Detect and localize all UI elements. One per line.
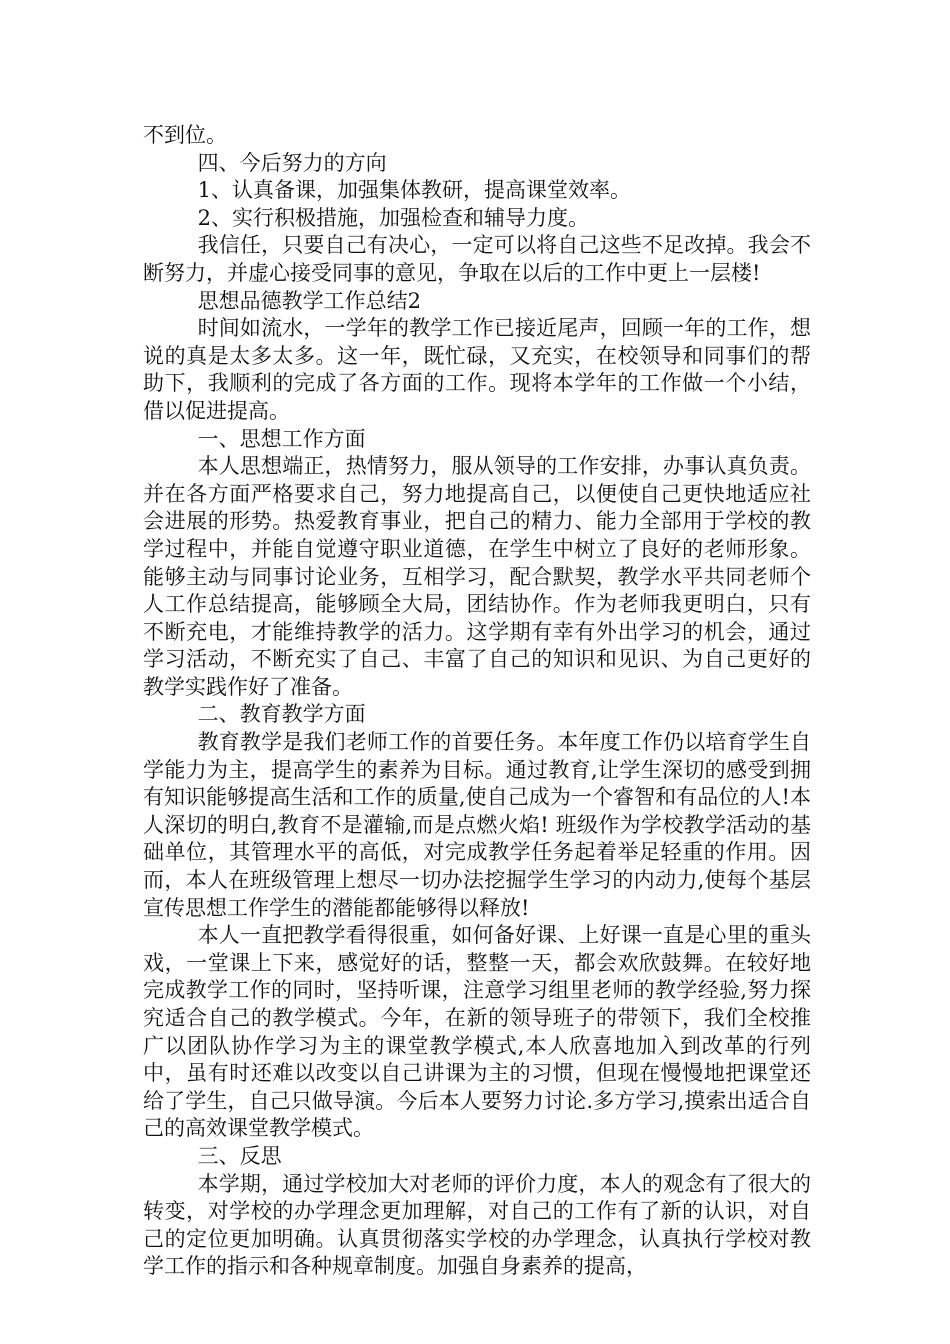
section-heading-ideology: 一、思想工作方面 (197, 426, 366, 451)
paragraph-ideology: 本人思想端正，热情努力，服从领导的工作安排，办事认真负责。并在各方面严格要求自己，努力地提高自己，以便使自己更快地适应社会进展的形势。热爱教育事业，把自己的精力、能力全部用于学校的教学过程中，并能自觉遵守职业道德，在学生中树立了良好的老师形象。能够主动与同事讨论业务，互相学习，配合默契，教学水平共同老师个人工作总结提高，能够顾全大局，团结协作。作为老师我更明白，只有不断充电，才能维持教学的活力。这学期有幸有外出学习的机会，通过学习活动，不断充实了自己、丰富了自己的知识和见识、为自己更好的教学实践作好了准备。 (143, 454, 811, 699)
list-item-1: 1、认真备课，加强集体教研，提高课堂效率。 (197, 178, 631, 203)
section-heading-reflection: 三、反思 (197, 1143, 282, 1168)
paragraph-resolve: 我信任，只要自己有决心，一定可以将自己这些不足改掉。我会不断努力，并虚心接受同事的意见，争取在以后的工作中更上一层楼! (143, 233, 811, 285)
section-heading-teaching: 二、教育教学方面 (197, 702, 366, 727)
paragraph-teaching-2: 本人一直把教学看得很重，如何备好课、上好课一直是心里的重头戏，一堂课上下来，感觉好的话，整整一天，都会欢欣鼓舞。在较好地完成教学工作的同时，坚持听课，注意学习组里老师的教学经验,努力探究适合自己的教学模式。今年，在新的领导班子的带领下，我们全校推广以团队协作学习为主的课堂教学模式,本人欣喜地加入到改革的行列中，虽有时还难以改变以自己讲课为主的习惯，但现在慢慢地把课堂还给了学生，自己只做导演。今后本人要努力讨论.多方学习,摸索出适合自己的高效课堂教学模式。 (143, 923, 811, 1141)
document-page (143, 122, 811, 1281)
paragraph-teaching-1: 教育教学是我们老师工作的首要任务。本年度工作仍以培育学生自学能力为主，提高学生的素养为目标。通过教育,让学生深切的感受到拥有知识能够提高生活和工作的质量,使自己成为一个睿智和有品位的人!本人深切的明白,教育不是灌输,而是点燃火焰! 班级作为学校教学活动的基础单位，其管理水平的高低，对完成教学任务起着举足轻重的作用。因而，本人在班级管理上想尽一切办法挖掘学生学习的内动力,使每个基层宣传思想工作学生的潜能都能够得以释放! (143, 730, 811, 920)
paragraph-reflection: 本学期，通过学校加大对老师的评价力度，本人的观念有了很大的转变，对学校的办学理念更加理解，对自己的工作有了新的认识，对自己的定位更加明确。认真贯彻落实学校的办学理念，认真执行学校对教学工作的指示和各种规章制度。加强自身素养的提高， (143, 1171, 811, 1279)
list-item-2: 2、实行积极措施，加强检查和辅导力度。 (197, 205, 589, 230)
section-heading-future-direction: 四、今后努力的方向 (197, 150, 387, 175)
document-title-2: 思想品德教学工作总结2 (197, 288, 421, 313)
paragraph-intro: 时间如流水，一学年的教学工作已接近尾声，回顾一年的工作，想说的真是太多太多。这一年，既忙碌，又充实，在校领导和同事们的帮助下，我顺利的完成了各方面的工作。现将本学年的工作做一个小结，借以促进提高。 (143, 316, 811, 423)
paragraph-continuation: 不到位。 (143, 123, 227, 147)
